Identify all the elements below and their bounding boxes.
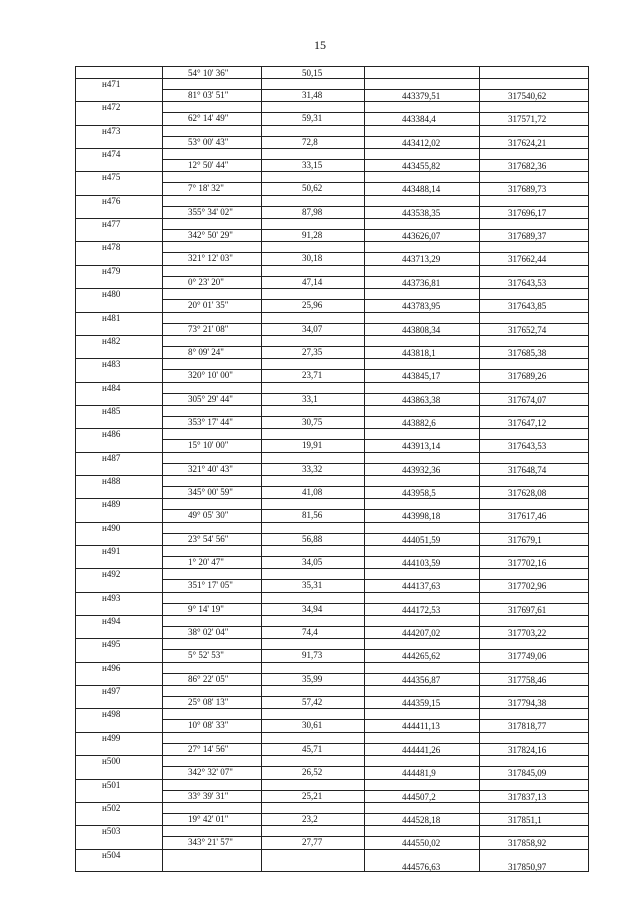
segment-angle: 8° 09' 24" — [188, 346, 224, 357]
coord-x: 443882,6 — [402, 417, 436, 428]
point-name: н486 — [102, 429, 121, 440]
coord-x: 443913,14 — [402, 441, 441, 452]
point-name: н477 — [102, 219, 121, 230]
row-border — [76, 101, 588, 102]
point-name: н487 — [102, 452, 121, 463]
coord-x: 443845,17 — [402, 371, 441, 382]
coord-x: 444507,2 — [402, 791, 436, 802]
coord-y: 317674,07 — [508, 394, 547, 405]
segment-angle: 27° 14' 56" — [188, 743, 229, 754]
coord-x: 444137,63 — [402, 581, 441, 592]
coord-x: 444051,59 — [402, 534, 441, 545]
row-border — [76, 615, 588, 616]
segment-angle: 19° 42' 01" — [188, 813, 229, 824]
table-row — [76, 218, 588, 241]
row-border — [76, 685, 588, 686]
row-subdivider — [162, 603, 588, 604]
table-row — [76, 148, 588, 171]
point-name: н490 — [102, 522, 121, 533]
table-row — [76, 522, 588, 545]
table-row — [76, 662, 588, 685]
row-border — [76, 358, 588, 359]
row-border — [76, 335, 588, 336]
segment-length: 56,88 — [302, 533, 323, 544]
point-name: н491 — [102, 546, 121, 556]
coord-y: 317703,22 — [508, 628, 547, 639]
segment-length: 26,52 — [302, 767, 323, 778]
segment-length: 47,14 — [302, 276, 323, 287]
table-row — [76, 498, 588, 521]
segment-length: 27,77 — [302, 837, 323, 848]
segment-length: 33,32 — [302, 463, 323, 474]
point-name: н500 — [102, 756, 121, 767]
table-row — [76, 475, 588, 498]
point-name: н472 — [102, 102, 121, 113]
point-name: н475 — [102, 172, 121, 183]
row-border — [76, 125, 588, 126]
segment-length: 91,28 — [302, 230, 323, 241]
table-row — [76, 545, 588, 568]
row-border — [76, 195, 588, 196]
row-border — [76, 522, 588, 523]
row-border — [76, 849, 588, 850]
segment-length: 45,71 — [302, 743, 323, 754]
coord-y: 317850,97 — [508, 861, 547, 872]
table-row — [76, 125, 588, 148]
point-name: н484 — [102, 382, 121, 393]
row-border — [76, 312, 588, 313]
coord-y: 317643,85 — [508, 301, 547, 312]
coord-y: 317758,46 — [508, 674, 547, 685]
coord-x: 444207,02 — [402, 628, 441, 639]
coord-y: 317689,37 — [508, 231, 547, 242]
coord-x: 443626,07 — [402, 231, 441, 242]
point-name: н485 — [102, 405, 121, 416]
segment-length: 87,98 — [302, 206, 323, 217]
segment-angle: 25° 08' 13" — [188, 697, 229, 708]
row-border — [76, 78, 588, 79]
coord-x: 443783,95 — [402, 301, 441, 312]
coord-y: 317624,21 — [508, 137, 547, 148]
row-subdivider — [162, 649, 588, 650]
segment-length: 25,96 — [302, 300, 323, 311]
coord-x: 443488,14 — [402, 184, 441, 195]
point-name: н492 — [102, 569, 121, 580]
coord-x: 444103,59 — [402, 558, 441, 568]
coord-x: 443379,51 — [402, 91, 441, 101]
segment-length: 50,62 — [302, 183, 323, 194]
coord-y: 317697,61 — [508, 604, 547, 615]
segment-angle: 321° 12' 03" — [188, 253, 233, 264]
coord-x: 444411,13 — [402, 721, 440, 732]
point-name: н483 — [102, 359, 121, 370]
coord-x: 444550,02 — [402, 838, 441, 849]
point-name: н495 — [102, 639, 121, 650]
coord-y: 317858,92 — [508, 838, 547, 849]
coord-y: 317837,13 — [508, 791, 547, 802]
point-name: н471 — [102, 79, 121, 89]
row-subdivider — [162, 182, 588, 183]
segment-length: 74,4 — [302, 627, 318, 638]
row-subdivider — [162, 346, 588, 347]
coord-x: 444576,63 — [402, 861, 441, 872]
table-row — [76, 592, 588, 615]
coord-y: 317696,17 — [508, 207, 547, 218]
table-row — [76, 265, 588, 288]
coord-y: 317617,46 — [508, 511, 547, 522]
segment-length: 33,1 — [302, 393, 318, 404]
coord-y: 317647,12 — [508, 417, 547, 428]
segment-angle: 62° 14' 49" — [188, 113, 229, 124]
coord-x: 443384,4 — [402, 114, 436, 125]
table-row — [76, 78, 588, 101]
segment-angle: 81° 03' 51" — [188, 90, 229, 100]
table-row — [76, 171, 588, 194]
point-name: н489 — [102, 499, 121, 510]
coord-x: 443818,1 — [402, 347, 436, 358]
segment-angle: 33° 39' 31" — [188, 790, 229, 801]
row-border — [76, 568, 588, 569]
row-border — [76, 755, 588, 756]
row-border — [76, 802, 588, 803]
coord-y: 317689,26 — [508, 371, 547, 382]
segment-angle: 353° 17' 44" — [188, 416, 233, 427]
segment-length: 30,61 — [302, 720, 323, 731]
coord-y: 317851,1 — [508, 814, 542, 825]
coord-y: 317540,62 — [508, 91, 547, 101]
segment-length: 25,21 — [302, 790, 323, 801]
segment-angle: 54° 10' 36" — [188, 68, 229, 78]
row-border — [76, 241, 588, 242]
coord-x: 444528,18 — [402, 814, 441, 825]
coord-x: 443713,29 — [402, 254, 441, 265]
coord-x: 444172,53 — [402, 604, 441, 615]
coord-x: 443808,34 — [402, 324, 441, 335]
segment-length: 91,73 — [302, 650, 323, 661]
row-border — [76, 218, 588, 219]
point-name: н478 — [102, 242, 121, 253]
table-row — [76, 428, 588, 451]
table-row — [76, 288, 588, 311]
table-row — [76, 802, 588, 825]
table-row — [76, 312, 588, 335]
row-border — [76, 638, 588, 639]
coord-x: 443736,81 — [402, 277, 441, 288]
coord-x: 443863,38 — [402, 394, 441, 405]
row-border — [76, 662, 588, 663]
segment-angle: 53° 00' 43" — [188, 136, 229, 147]
coord-y: 317794,38 — [508, 698, 547, 709]
point-name: н501 — [102, 779, 121, 790]
segment-angle: 343° 21' 57" — [188, 837, 233, 848]
table-row — [76, 568, 588, 591]
table-row — [76, 779, 588, 802]
table-row — [76, 615, 588, 638]
coord-y: 317845,09 — [508, 768, 547, 779]
segment-angle: 38° 02' 04" — [188, 627, 229, 638]
row-border — [76, 452, 588, 453]
table-row — [76, 101, 588, 124]
segment-length: 27,35 — [302, 346, 323, 357]
segment-length: 34,05 — [302, 557, 323, 567]
point-name: н493 — [102, 592, 121, 603]
segment-angle: 86° 22' 05" — [188, 673, 229, 684]
point-name: н494 — [102, 616, 121, 627]
segment-length: 81,56 — [302, 510, 323, 521]
segment-angle: 15° 10' 00" — [188, 440, 229, 451]
point-name: н497 — [102, 686, 121, 697]
segment-angle: 5° 52' 53" — [188, 650, 224, 661]
point-name: н480 — [102, 289, 121, 300]
segment-length: 59,31 — [302, 113, 323, 124]
table-row — [76, 195, 588, 218]
coord-y: 317685,38 — [508, 347, 547, 358]
coord-x: 444359,15 — [402, 698, 441, 709]
segment-angle: 9° 14' 19" — [188, 603, 224, 614]
row-border — [76, 545, 588, 546]
segment-length: 72,8 — [302, 136, 318, 147]
coord-x: 444356,87 — [402, 674, 441, 685]
segment-angle: 351° 17' 05" — [188, 580, 233, 591]
segment-length: 23,71 — [302, 370, 323, 381]
point-name: н504 — [102, 849, 121, 860]
segment-angle: 7° 18' 32" — [188, 183, 224, 194]
table-row — [76, 708, 588, 731]
segment-angle: 355° 34' 02" — [188, 206, 233, 217]
segment-angle: 10° 08' 33" — [188, 720, 229, 731]
row-subdivider — [162, 276, 588, 277]
segment-angle: 12° 50' 44" — [188, 160, 229, 171]
segment-length: 23,2 — [302, 813, 318, 824]
segment-angle: 20° 01' 35" — [188, 300, 229, 311]
point-name: н503 — [102, 826, 121, 837]
row-subdivider — [162, 556, 588, 557]
table-row — [76, 849, 588, 872]
point-name: н496 — [102, 662, 121, 673]
row-border — [76, 498, 588, 499]
segment-angle: 49° 05' 30" — [188, 510, 229, 521]
row-border — [76, 708, 588, 709]
point-name: н482 — [102, 335, 121, 346]
segment-angle: 342° 32' 07" — [188, 767, 233, 778]
row-border — [76, 288, 588, 289]
coord-y: 317689,73 — [508, 184, 547, 195]
coord-y: 317628,08 — [508, 487, 547, 498]
table-row — [76, 732, 588, 755]
row-border — [76, 265, 588, 266]
table-row — [76, 382, 588, 405]
coord-y: 317818,77 — [508, 721, 547, 732]
table-row — [76, 685, 588, 708]
coord-y: 317648,74 — [508, 464, 547, 475]
coord-y: 317749,06 — [508, 651, 547, 662]
coord-x: 443932,36 — [402, 464, 441, 475]
segment-angle: 342° 50' 29" — [188, 230, 233, 241]
coord-y: 317824,16 — [508, 744, 547, 755]
point-name: н499 — [102, 732, 121, 743]
coord-x: 443538,35 — [402, 207, 441, 218]
row-border — [76, 171, 588, 172]
row-border — [76, 428, 588, 429]
table-row — [76, 335, 588, 358]
coord-x: 444265,62 — [402, 651, 441, 662]
segment-length: 30,75 — [302, 416, 323, 427]
coord-x: 443455,82 — [402, 161, 441, 172]
row-border — [76, 592, 588, 593]
segment-length: 57,42 — [302, 697, 323, 708]
coord-x: 443958,5 — [402, 487, 436, 498]
table-row — [76, 452, 588, 475]
segment-angle: 345° 00' 59" — [188, 486, 233, 497]
segment-length: 31,48 — [302, 90, 323, 100]
row-border — [76, 382, 588, 383]
row-border — [76, 405, 588, 406]
row-border — [76, 475, 588, 476]
segment-length: 33,15 — [302, 160, 323, 171]
segment-length: 34,07 — [302, 323, 323, 334]
table-row — [76, 755, 588, 778]
point-name: н476 — [102, 195, 121, 206]
point-name: н474 — [102, 149, 121, 160]
row-border — [76, 825, 588, 826]
coord-x: 444481,9 — [402, 768, 436, 779]
row-border — [76, 732, 588, 733]
coord-x: 444441,26 — [402, 744, 441, 755]
point-name: н473 — [102, 125, 121, 136]
point-name: н488 — [102, 475, 121, 486]
coord-y: 317571,72 — [508, 114, 547, 125]
segment-angle: 1° 20' 47" — [188, 557, 224, 567]
segment-length: 41,08 — [302, 486, 323, 497]
page-number: 15 — [314, 38, 326, 52]
coord-y: 317702,96 — [508, 581, 547, 592]
point-name: н502 — [102, 802, 121, 813]
table-row — [76, 358, 588, 381]
coordinates-table — [75, 66, 589, 872]
table-row — [76, 638, 588, 661]
coord-y: 317662,44 — [508, 254, 547, 265]
coord-y: 317702,16 — [508, 558, 547, 568]
coord-y: 317643,53 — [508, 277, 547, 288]
segment-angle: 321° 40' 43" — [188, 463, 233, 474]
segment-angle: 23° 54' 56" — [188, 533, 229, 544]
segment-angle: 0° 23' 20" — [188, 276, 224, 287]
point-name: н481 — [102, 312, 121, 323]
point-name: н479 — [102, 265, 121, 276]
segment-length: 34,94 — [302, 603, 323, 614]
coord-x: 443998,18 — [402, 511, 441, 522]
segment-length: 30,18 — [302, 253, 323, 264]
coord-y: 317652,74 — [508, 324, 547, 335]
segment-angle: 305° 29' 44" — [188, 393, 233, 404]
coord-x: 443412,02 — [402, 137, 441, 148]
coord-y: 317682,36 — [508, 161, 547, 172]
point-name: н498 — [102, 709, 121, 720]
segment-angle: 320° 10' 00" — [188, 370, 233, 381]
row-border — [76, 148, 588, 149]
coord-y: 317643,53 — [508, 441, 547, 452]
coord-y: 317679,1 — [508, 534, 542, 545]
table-row — [76, 241, 588, 264]
segment-length: 35,31 — [302, 580, 323, 591]
segment-angle: 73° 21' 08" — [188, 323, 229, 334]
table-row — [76, 825, 588, 848]
row-border — [76, 779, 588, 780]
segment-length: 50,15 — [302, 68, 323, 78]
table-row — [76, 405, 588, 428]
segment-length: 35,99 — [302, 673, 323, 684]
segment-length: 19,91 — [302, 440, 323, 451]
